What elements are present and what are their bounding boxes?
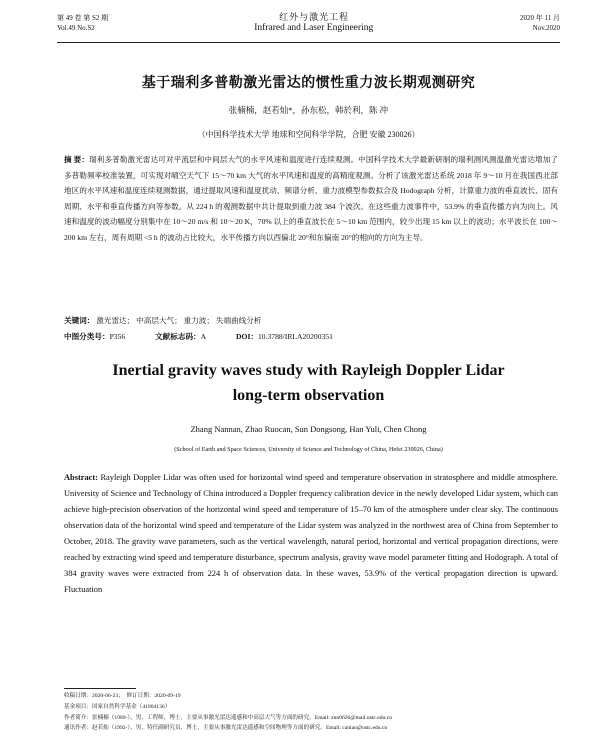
keyword-item: 激光雷达；	[96, 316, 135, 325]
doi-value: 10.3788/IRLA20200351	[258, 332, 333, 341]
footnote-fund: 基金项目：国家自然科学基金（41904136）	[64, 703, 171, 710]
abstract-cn-text: 瑞利多普勒激光雷达可对平流层和中间层大气的水平风速和温度进行连续观测。中国科学技术大学最新研制的瑞利测风测温激光雷达增加了多普勒频率校准装置，可实现对晴空天气下 15～70 km 大气的水平风速和温度的高精度观测。分析了该激光雷达系统 2018 年 9～10 月在我国西北部地区的水平风速和温度连续观测数据，通过提取风速和温度扰动、频谱分析、重力波模型参数拟合及 Hodograph 分析，计算重力波的垂直波长、固有周期、水平和垂直传播方向等参数。从 224 h 的观测数据中共计提取到重力波 384 个波次。在这些重力波事件中，53.9% 的垂直传播方向为向上。风速和温度的波动幅度分别集中在 10～20 m/s 和 10～20 K，70% 以上的垂直波长在 5～10 km 范围内，较少出现 15 km 以上的波动；水平波长在 100～200 km 左右，周有周期 <5 h 的波动占比较大，水平传播方向以西偏北 20°和东偏南 20°的相向的方向为主导。	[64, 155, 558, 242]
doi-label: DOI：	[236, 332, 258, 341]
footnote-author: 作者简介：张楠楠（1989-），男，工程师，博士，主要从事激光雷达遥感和中高层大气等方面的研究。Email: znn0626@mail.ustc.edu.cn	[64, 714, 393, 721]
paper-title-en-line1: Inertial gravity waves study with Rayleigh Doppler Lidar	[112, 362, 505, 379]
journal-name-cn: 红外与激光工程	[279, 12, 350, 22]
affiliation-en: (School of Earth and Space Sciences, University of Science and Technology of China, Hefei 230026, China)	[174, 446, 443, 453]
footnote-corresponding: 通讯作者：赵若灿（1992-），男，特任副研究员，博士，主要从事激光雷达遥感和空间物理等方面的研究。Email: canlan@ustc.edu.cn	[64, 725, 388, 732]
abstract-cn-label: 摘 要：	[64, 155, 90, 164]
paper-title-en-line2: long-term observation	[232, 387, 385, 404]
keyword-item: 重力波；	[183, 316, 214, 325]
doc-field	[155, 332, 220, 341]
date-en: Nov.2020	[532, 24, 560, 32]
volume-en: Vol.49 No.S2	[57, 24, 95, 32]
paper-title-en	[57, 358, 560, 408]
authors-en: Zhang Nannan, Zhao Ruocan, Sun Dongsong, Han Yuli, Chen Chong	[190, 424, 427, 434]
running-header	[57, 10, 560, 40]
abstract-en-label: Abstract:	[64, 473, 98, 482]
keyword-item: 中高层大气；	[136, 316, 182, 325]
classification-cn	[64, 331, 558, 342]
header-rule	[57, 42, 560, 43]
affiliation-cn: （中国科学技术大学 地球和空间科学学院，合肥 安徽 230026）	[197, 130, 420, 139]
doc-code-value: A	[200, 332, 207, 341]
clc-field	[64, 332, 139, 341]
keywords-cn-label: 关键词：	[64, 316, 95, 325]
authors-cn: 张楠楠，赵若灿*，孙东松，韩於利，陈 冲	[228, 105, 389, 115]
keyword-item: 失端曲线分析	[215, 316, 262, 325]
volume-cn: 第 49 卷 第 S2 期	[57, 14, 109, 22]
keywords-cn	[64, 315, 558, 326]
doi-field	[236, 332, 347, 341]
abstract-cn	[64, 152, 558, 246]
footnote-rule	[64, 688, 136, 689]
date-cn: 2020 年 11 月	[519, 14, 560, 22]
clc-label: 中图分类号：	[64, 332, 110, 341]
abstract-en	[64, 470, 558, 598]
journal-name-en: Infrared and Laser Engineering	[254, 23, 374, 33]
doc-code-label: 文献标志码：	[155, 332, 201, 341]
clc-value: P356	[109, 332, 126, 341]
paper-title-cn: 基于瑞利多普勒激光雷达的惯性重力波长期观测研究	[141, 76, 476, 91]
footnotes	[64, 691, 558, 734]
footnote-received: 收稿日期：2020-06-23； 修订日期：2020-09-19	[64, 693, 181, 699]
abstract-en-text: Rayleigh Doppler Lidar was often used for horizontal wind speed and temperature observation in stratosphere and middle atmosphere. University of Science and Technology of China introduced a Doppler frequency calibration device in the newly developed Lidar system, which can achieve high-precision observation of the horizontal wind speed and temperature of 15–70 km of the atmosphere under clear sky. The continuous observation data of the horizontal wind speed and temperature of the Lidar system was analyzed in the northwest area of China from September to October, 2018. The gravity wave parameters, such as the vertical wavelength, natural period, horizontal and vertical propagation directions, were reached by extracting wind speed and temperature disturbance, spectrum analysis, gravity wave model parameter fitting and Hodograph. A total of 384 gravity waves were extracted from 224 h of observation data. In these waves, 53.9% of the vertical propagation direction is upward. Fluctuation	[64, 473, 559, 594]
